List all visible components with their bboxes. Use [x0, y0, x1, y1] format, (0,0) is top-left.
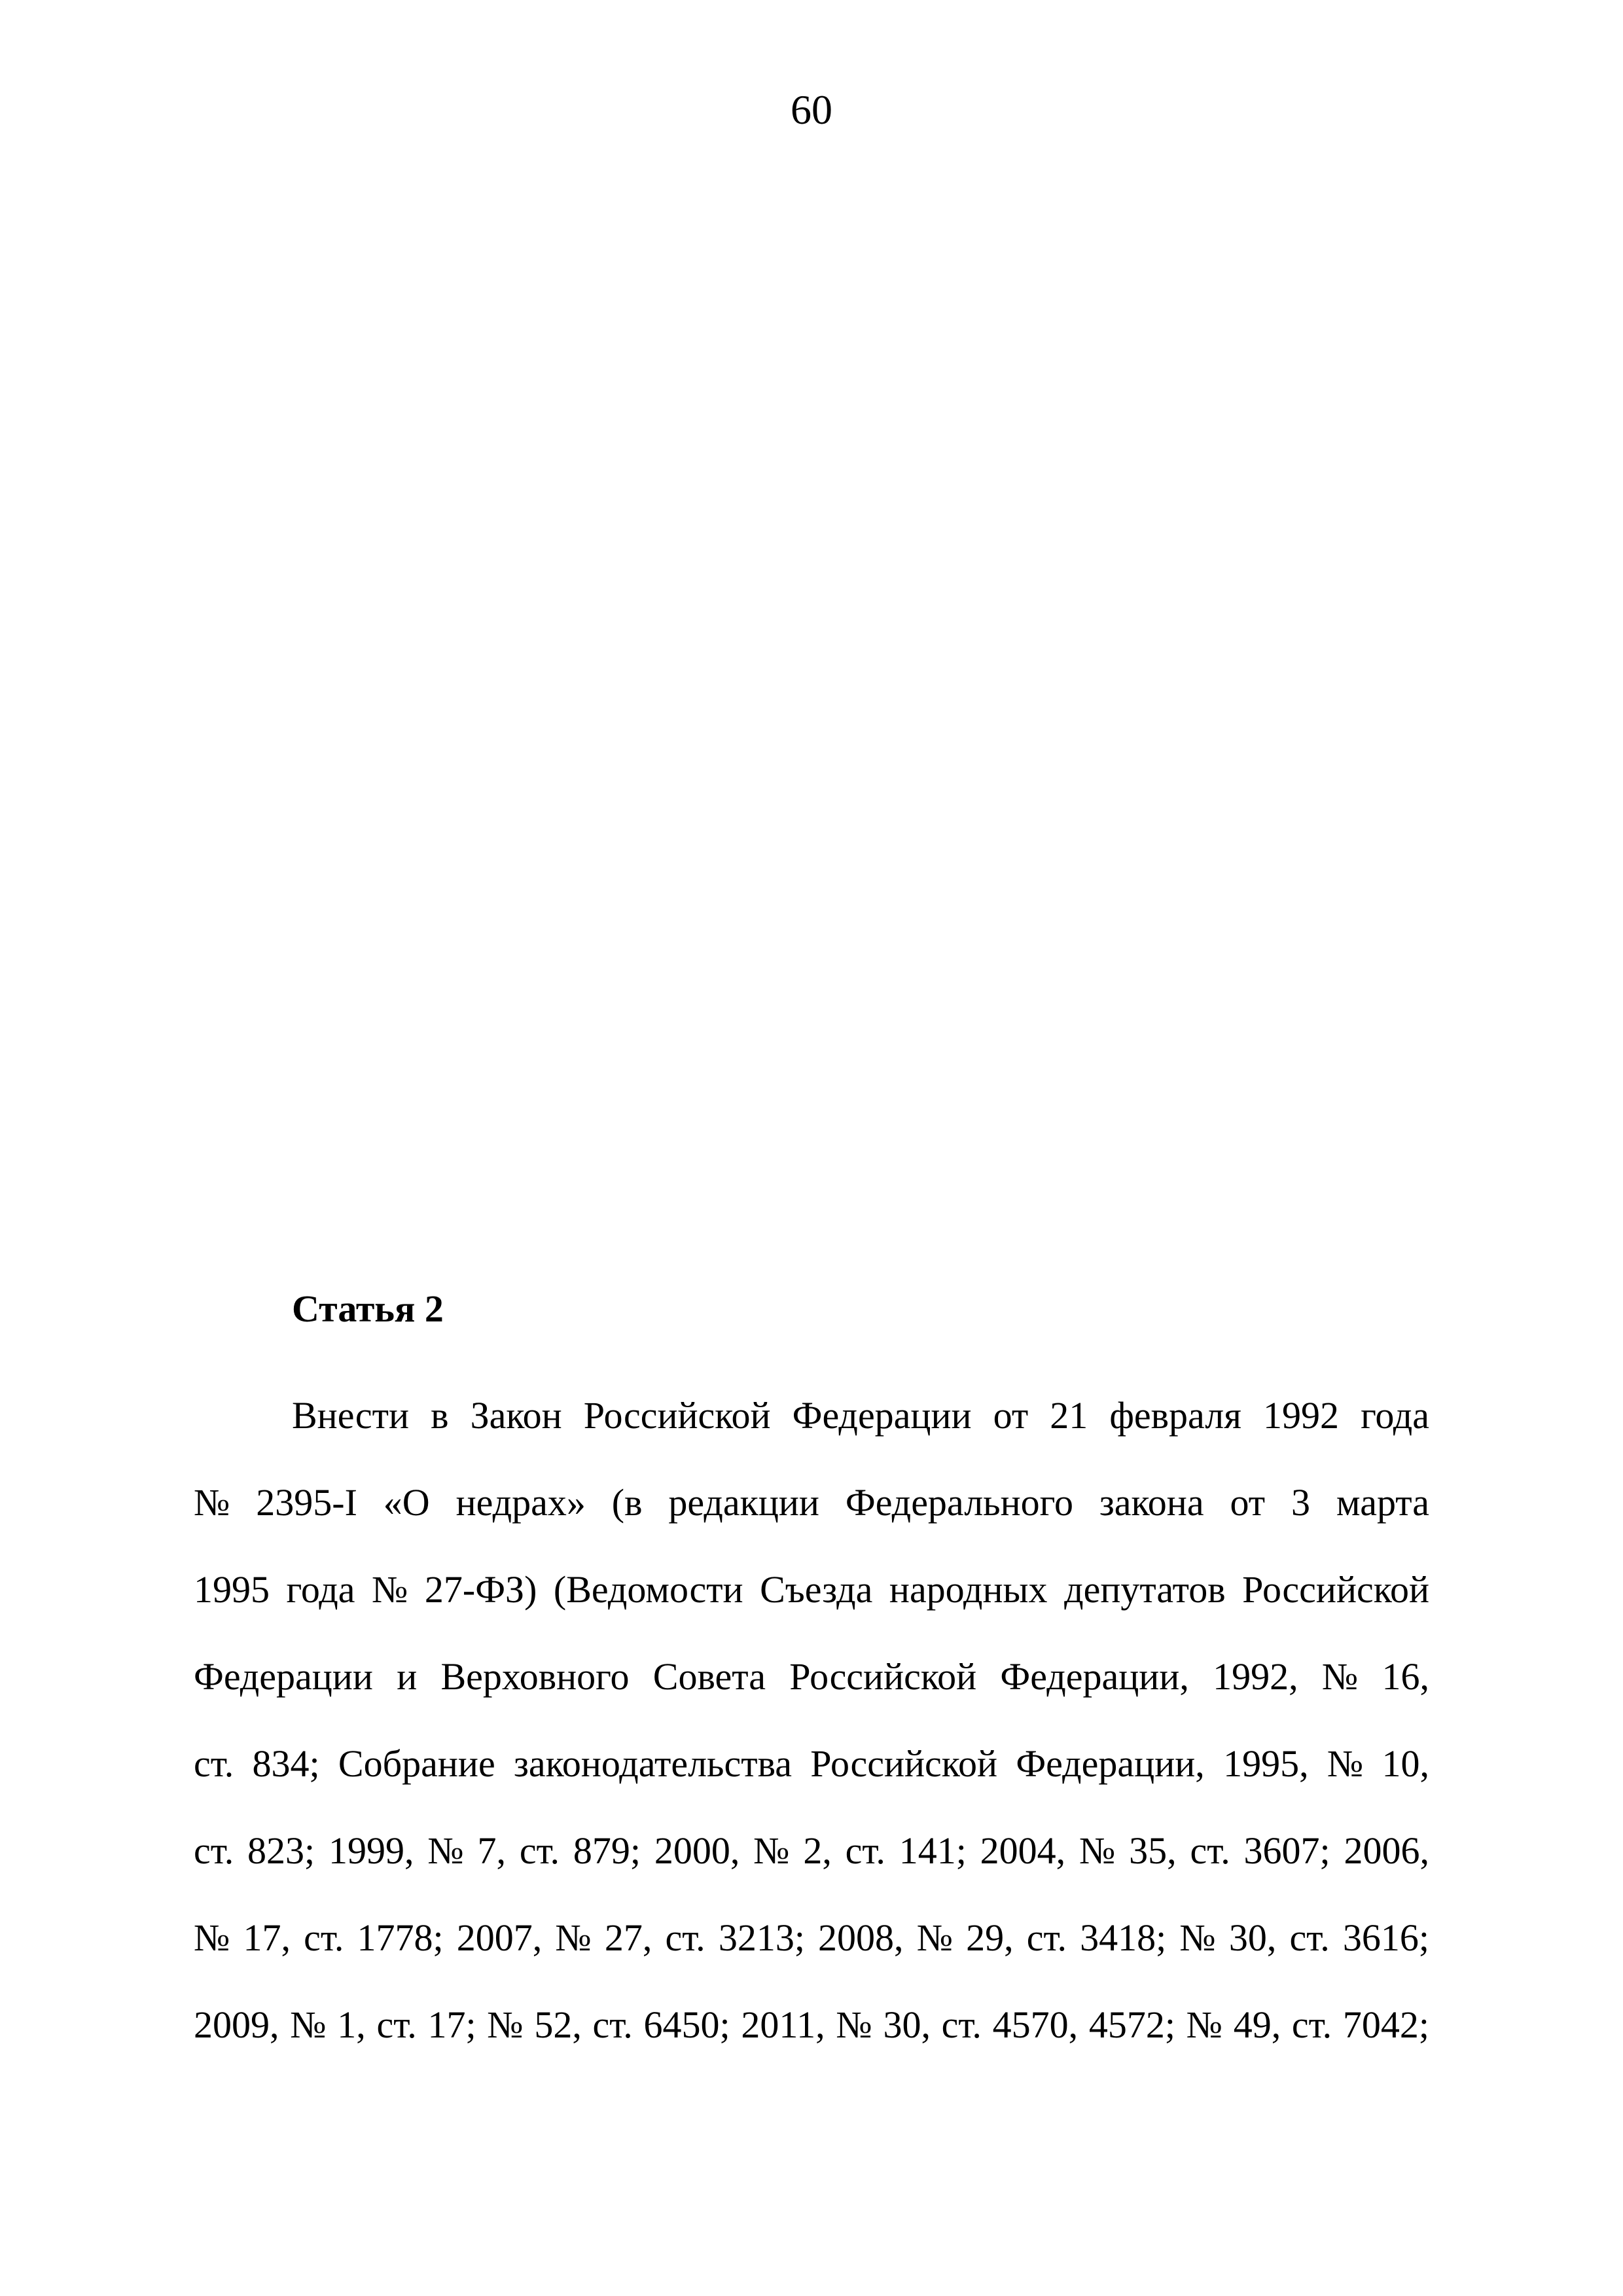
body-line	[194, 1894, 1429, 1981]
body-line-text: ст. 823; 1999, № 7, ст. 879; 2000, № 2, ст. 141; 2004, № 35, ст. 3607; 2006,	[194, 1829, 1429, 1872]
body-line	[194, 1459, 1429, 1546]
article-body	[194, 1372, 1429, 2068]
body-line	[194, 1546, 1429, 1633]
body-line-text: 2009, № 1, ст. 17; № 52, ст. 6450; 2011, № 30, ст. 4570, 4572; № 49, ст. 7042;	[194, 2003, 1429, 2046]
page-number: 60	[791, 86, 832, 133]
body-line-text: № 17, ст. 1778; 2007, № 27, ст. 3213; 2008, № 29, ст. 3418; № 30, ст. 3616;	[194, 1916, 1429, 1959]
body-line-text: 1995 года № 27-ФЗ) (Ведомости Съезда народных депутатов Российской	[194, 1568, 1429, 1611]
body-line	[194, 1981, 1429, 2068]
body-line-text: ст. 834; Собрание законодательства Российской Федерации, 1995, № 10,	[194, 1742, 1429, 1785]
body-line-text: Внести в Закон Российской Федерации от 21 февраля 1992 года	[292, 1394, 1429, 1437]
body-line	[194, 1720, 1429, 1807]
body-line-text: Федерации и Верховного Совета Российской Федерации, 1992, № 16,	[194, 1655, 1429, 1698]
body-line	[194, 1807, 1429, 1894]
body-line	[194, 1633, 1429, 1720]
body-line	[194, 1372, 1429, 1459]
article-heading: Статья 2	[292, 1287, 444, 1330]
body-line-text: № 2395-I «О недрах» (в редакции Федерального закона от 3 марта	[194, 1481, 1429, 1524]
